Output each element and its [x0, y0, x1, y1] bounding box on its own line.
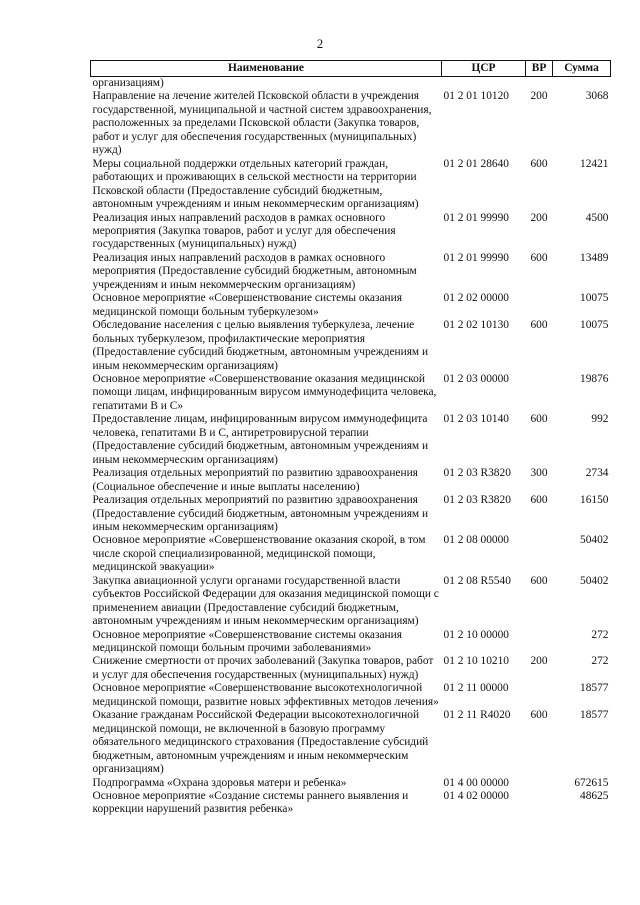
row-csr-cell: 01 2 02 10130 — [443, 319, 509, 332]
table-body — [91, 77, 611, 817]
row-sum-cell: 50402 — [580, 574, 609, 587]
budget-table — [90, 60, 611, 817]
row-csr-cell: 01 2 11 R4020 — [443, 709, 511, 722]
header-name: Наименование — [91, 61, 442, 77]
row-name-cell: Реализация отдельных мероприятий по развитию здравоохранения (Предоставление субсидий бюджетным, автономным учреждениям и иным некоммерческим организациям) — [92, 494, 429, 533]
table-row — [91, 467, 611, 494]
row-sum-cell: 13489 — [580, 251, 609, 264]
row-sum-cell: 672615 — [574, 776, 609, 789]
row-vr-cell — [526, 534, 553, 574]
row-csr-cell: 01 2 01 28640 — [443, 157, 509, 170]
row-sum-cell: 10075 — [580, 319, 609, 332]
row-sum-cell — [553, 77, 611, 91]
row-name-cell: Реализация иных направлений расходов в рамках основного мероприятия (Предоставление субсидий бюджетным, автономным учреждениям и иным некоммерческим организациям) — [92, 251, 417, 291]
row-sum-cell: 2734 — [585, 467, 609, 480]
row-vr-cell: 600 — [530, 709, 548, 722]
table-row — [91, 682, 611, 709]
row-vr-cell: 200 — [530, 90, 548, 103]
table-row — [91, 629, 611, 656]
row-name-cell: Закупка авиационной услуги органами государственной власти субъектов Российской Федерации для оказания медицинской помощи с применением авиации (Предоставление субсидий бюджетным, автономным учреждениям и иным некоммерческим организациям) — [92, 574, 439, 628]
row-csr-cell — [442, 77, 526, 91]
row-sum-cell: 16150 — [580, 494, 609, 507]
row-sum-cell: 18577 — [580, 682, 609, 695]
row-vr-cell: 200 — [530, 211, 548, 224]
row-sum-cell: 4500 — [585, 211, 609, 224]
table-row — [91, 575, 611, 629]
table-row — [91, 373, 611, 413]
row-name-cell: Основное мероприятие «Совершенствование оказания скорой, в том числе скорой специализированной, медицинской помощи, медицинской эвакуации» — [92, 534, 426, 574]
table-row — [91, 90, 611, 157]
header-sum: Сумма — [553, 61, 611, 77]
row-name-cell: Предоставление лицам, инфицированным вирусом иммунодефицита человека, гепатитами В и С, антиретровирусной терапии (Предоставление субсидий бюджетным, автономным учреждениям и иным некоммерческим организациям) — [92, 413, 429, 466]
table-row — [91, 77, 611, 91]
row-name-cell: Снижение смертности от прочих заболеваний (Закупка товаров, работ и услуг для обеспечения государственных (муниципальных) нужд) — [92, 655, 434, 681]
row-csr-cell: 01 4 00 00000 — [443, 776, 509, 789]
row-name-cell: Направление на лечение жителей Псковской области в учреждения государственной, муниципальной и частной систем здравоохранения, расположенных за пределами Псковской области (Закупка товаров, работ и услуг для обеспечения государственных (муниципальных) нужд) — [92, 90, 432, 157]
row-name-cell: Основное мероприятие «Совершенствование системы оказания медицинской помощи больным туберкулезом» — [92, 292, 402, 318]
table-row — [91, 790, 611, 817]
row-csr-cell: 01 2 03 10140 — [443, 413, 509, 426]
row-sum-cell: 18577 — [580, 709, 609, 722]
row-vr-cell — [526, 777, 553, 790]
row-vr-cell — [526, 790, 553, 817]
table-row — [91, 413, 611, 467]
table-row — [91, 494, 611, 534]
row-vr-cell — [526, 373, 553, 413]
row-csr-cell: 01 2 08 00000 — [443, 534, 509, 547]
row-sum-cell: 3068 — [585, 90, 609, 103]
row-name-cell: Реализация иных направлений расходов в рамках основного мероприятия (Закупка товаров, работ и услуг для обеспечения государственных (муниципальных) нужд) — [92, 211, 396, 251]
row-name-cell: Подпрограмма «Охрана здоровья матери и ребенка» — [92, 776, 347, 789]
row-vr-cell — [526, 77, 553, 91]
row-name-cell: Оказание гражданам Российской Федерации высокотехнологичной медицинской помощи, не включенной в базовую программу обязательного медицинского страхования (Предоставление субсидий бюджетным, автономным учреждениям и иным некоммерческим организациям) — [92, 709, 429, 776]
row-name-cell: Обследование населения с целью выявления туберкулеза, лечение больных туберкулезом, профилактические мероприятия (Предоставление субсидий бюджетным, автономным учреждениям и иным некоммерческим организациям) — [92, 319, 429, 372]
row-csr-cell: 01 2 02 00000 — [443, 292, 509, 305]
row-name-cell: Основное мероприятие «Совершенствование системы оказания медицинской помощи больным прочими заболеваниями» — [92, 628, 402, 655]
row-csr-cell: 01 2 01 99990 — [443, 251, 509, 264]
row-sum-cell: 992 — [591, 413, 609, 426]
row-name-cell: организациям) — [92, 77, 164, 89]
row-name-cell: Реализация отдельных мероприятий по развитию здравоохранения (Социальное обеспечение и иные выплаты населению) — [92, 467, 418, 493]
row-csr-cell: 01 2 03 R3820 — [443, 467, 511, 480]
page-number: 2 — [316, 36, 324, 51]
row-csr-cell: 01 2 03 R3820 — [443, 494, 511, 507]
row-csr-cell: 01 4 02 00000 — [443, 790, 509, 803]
row-sum-cell: 10075 — [580, 292, 609, 305]
table-row — [91, 534, 611, 574]
row-vr-cell: 600 — [530, 157, 548, 170]
row-sum-cell: 272 — [591, 628, 609, 641]
table-row — [91, 777, 611, 790]
table-row — [91, 292, 611, 319]
row-csr-cell: 01 2 01 10120 — [443, 90, 509, 103]
row-vr-cell: 600 — [530, 319, 548, 332]
row-sum-cell: 48625 — [580, 790, 609, 803]
row-vr-cell: 600 — [530, 413, 548, 426]
table-row — [91, 252, 611, 292]
row-vr-cell: 600 — [530, 494, 548, 507]
table-row — [91, 319, 611, 373]
row-vr-cell — [526, 629, 553, 656]
row-vr-cell: 600 — [530, 251, 548, 264]
row-sum-cell: 12421 — [580, 157, 609, 170]
table-header-row — [91, 61, 611, 77]
row-csr-cell: 01 2 08 R5540 — [443, 574, 511, 587]
row-vr-cell — [526, 292, 553, 319]
row-csr-cell: 01 2 03 00000 — [443, 372, 509, 385]
row-name-cell: Основное мероприятие «Совершенствование оказания медицинской помощи лицам, инфицированным вирусом иммунодефицита человека, гепатитами В и С» — [92, 372, 437, 412]
header-csr: ЦСР — [442, 61, 526, 77]
row-name-cell: Меры социальной поддержки отдельных категорий граждан, работающих и проживающих в сельской местности на территории Псковской области (Предоставление субсидий бюджетным, автономным учреждениям и иным некоммерческим организациям) — [92, 157, 419, 211]
table-row — [91, 212, 611, 252]
table-row — [91, 709, 611, 776]
row-name-cell: Основное мероприятие «Совершенствование высокотехнологичной медицинской помощи, развитие новых эффективных методов лечения» — [92, 682, 439, 708]
row-vr-cell: 300 — [530, 467, 548, 480]
row-csr-cell: 01 2 10 00000 — [443, 628, 509, 641]
row-sum-cell: 50402 — [580, 534, 609, 547]
row-csr-cell: 01 2 01 99990 — [443, 211, 509, 224]
row-csr-cell: 01 2 11 00000 — [443, 682, 509, 695]
row-sum-cell: 272 — [591, 655, 609, 668]
row-vr-cell — [526, 682, 553, 709]
row-csr-cell: 01 2 10 10210 — [443, 655, 509, 668]
row-sum-cell: 19876 — [580, 372, 609, 385]
table-row — [91, 158, 611, 212]
row-vr-cell: 200 — [530, 655, 548, 668]
row-vr-cell: 600 — [530, 574, 548, 587]
table-row — [91, 655, 611, 682]
header-vr: ВР — [526, 61, 553, 77]
row-name-cell: Основное мероприятие «Создание системы раннего выявления и коррекции нарушений развития ребенка» — [92, 790, 409, 816]
